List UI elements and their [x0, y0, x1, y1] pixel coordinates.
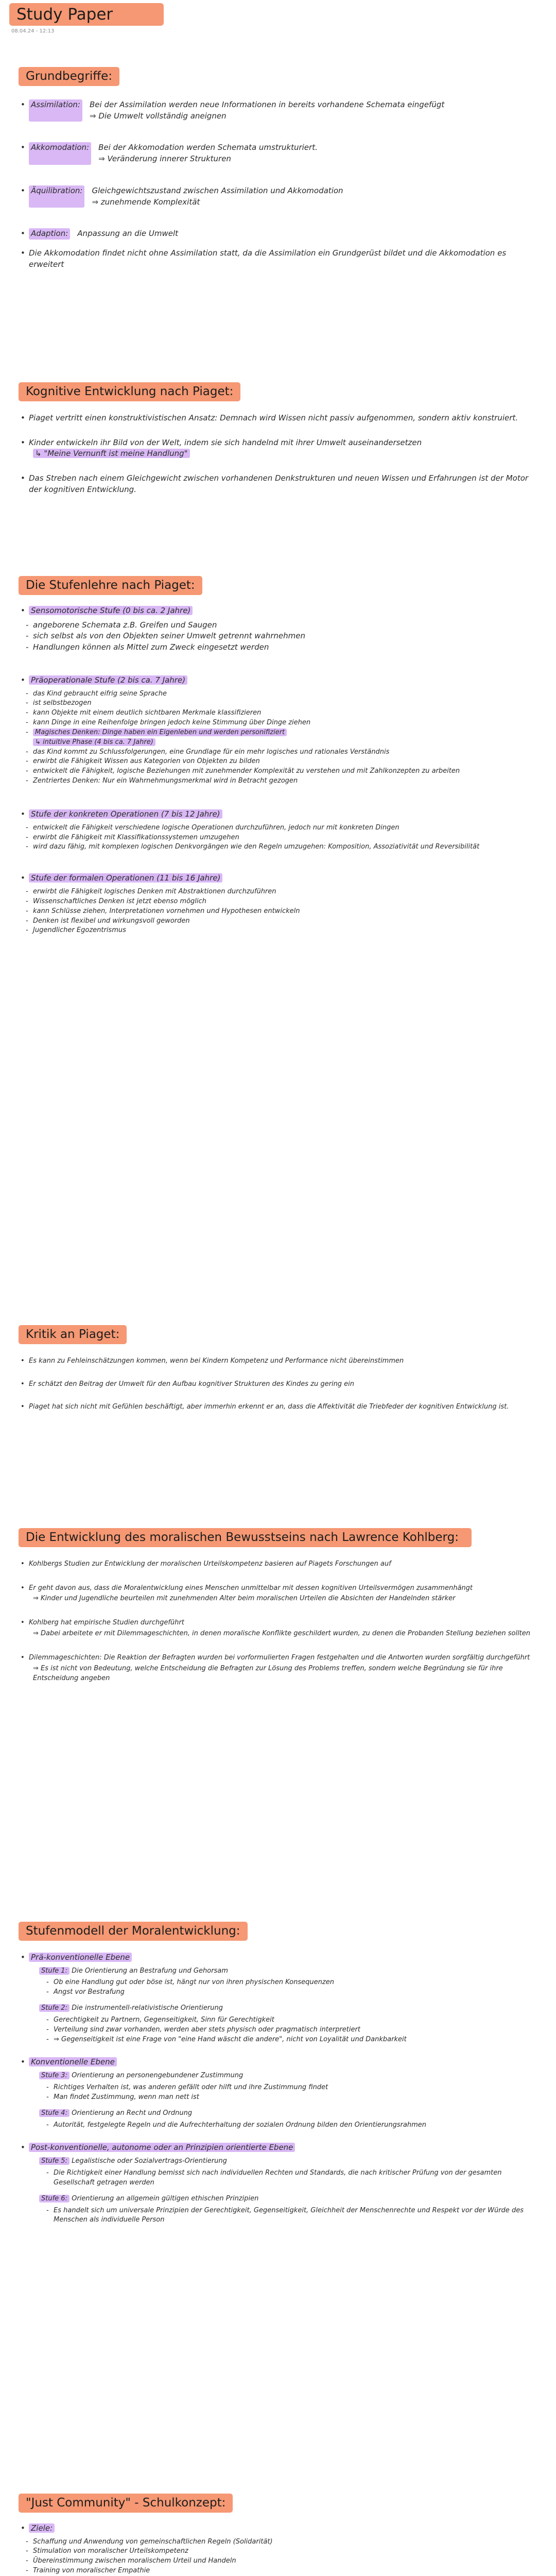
page-title: Study Paper [9, 3, 164, 26]
definition-text: Bei der Assimilation werden neue Informationen in bereits vorhandene Schemata eingefügt [89, 99, 445, 109]
stage-title: Präoperationale Stufe (2 bis ca. 7 Jahre) [29, 675, 187, 685]
heading-stufenmodell: Stufenmodell der Moralentwicklung: [19, 1922, 248, 1941]
moral-stage-desc: Orientierung an allgemein gültigen ethischen Prinzipien [72, 2194, 259, 2202]
term-akkomodation [19, 142, 537, 165]
stage-point: - kann Objekte mit einem deutlich sichtbaren Merkmale klassifizieren [19, 708, 537, 718]
moral-stage-point: - ⇒ Gegenseitigkeit ist eine Frage von "eine Hand wäscht die andere", nicht von Loyalität und Dankbarkeit [39, 2035, 537, 2045]
term-label: • Akkomodation: [29, 142, 91, 165]
moral-stage-point: - Man findet Zustimmung, wenn man nett ist [39, 2093, 537, 2103]
stage-point: - kann Dinge in eine Reihenfolge bringen jedoch keine Stimmung über Dinge ziehen [19, 718, 537, 728]
moral-stage-point: - Die Richtigkeit einer Handlung bemisst sich nach individuellen Rechten und Standards, die nach kritischer Prüfung von der gesamten Gesellschaft getragen werden [39, 2168, 537, 2188]
substage-title-text: ↳ intuitive Phase (4 bis ca. 7 Jahre) [33, 738, 155, 746]
ziele-title: Ziele: [29, 2523, 55, 2533]
stage-point: - erwirbt die Fähigkeit mit Klassifikationssystemen umzugehen [19, 833, 537, 843]
definition-text: Bei der Akkomodation werden Schemata umstrukturiert. [98, 143, 318, 152]
moral-point: • Kohlberg hat empirische Studien durchgeführt [19, 1618, 537, 1628]
term-label: • Adaption: [29, 228, 70, 240]
moral-stage-head [39, 2157, 537, 2166]
section-kritik [19, 1325, 537, 1419]
moral-stage-head [39, 2071, 537, 2081]
heading-kritik: Kritik an Piaget: [19, 1325, 127, 1344]
heading-grundbegriffe: Grundbegriffe: [19, 67, 119, 86]
stage-point: - Handlungen können als Mittel zum Zweck eingesetzt werden [19, 642, 537, 653]
date-stamp: 08.04.24 - 12:13 [11, 28, 55, 34]
moral-stage-title: Stufe 4: [39, 2109, 70, 2117]
moral-stage-point: - Verteilung sind zwar vorhanden, werden aber stets physisch oder pragmatisch interpretiert [39, 2025, 537, 2035]
moral-stage-5 [19, 2157, 537, 2188]
kritik-point: • Er schätzt den Beitrag der Umwelt für den Aufbau kognitiver Strukturen des Kindes zu gering ein [19, 1380, 537, 1389]
definition-conclusion: ⇒ zunehmende Komplexität [92, 197, 200, 207]
moral-stage-point: - Ob eine Handlung gut oder böse ist, hängt nur von ihren physischen Konsequenzen [39, 1978, 537, 1988]
level-praekonventionell [19, 1952, 537, 1963]
moral-stage-head [39, 2004, 537, 2013]
heading-moral: Die Entwicklung des moralischen Bewusstseins nach Lawrence Kohlberg: [19, 1528, 472, 1547]
term-label: • Äquilibration: [29, 185, 84, 208]
stage-title: Sensomotorische Stufe (0 bis ca. 2 Jahre) [29, 606, 193, 615]
stage-point: - das Kind kommt zu Schlussfolgerungen, eine Grundlage für ein mehr logisches und rationales Verständnis [19, 748, 537, 757]
level-title: Prä-konventionelle Ebene [29, 1953, 132, 1962]
moral-stage-title: Stufe 1: [39, 1967, 70, 1975]
moral-stage-point: - Autorität, festgelegte Regeln und die Aufrechterhaltung der sozialen Ordnung bilden den Orientierungsrahmen [39, 2121, 537, 2130]
moral-stage-desc: Orientierung an personengebundener Zustimmung [72, 2072, 244, 2080]
level-title: Post-konventionelle, autonome oder an Prinzipien orientierte Ebene [29, 2143, 295, 2152]
stage-title: Stufe der formalen Operationen (11 bis 16 Jahre) [29, 873, 222, 883]
definition-conclusion: ⇒ Die Umwelt vollständig aneignen [89, 111, 227, 121]
stage-point-highlight: Magisches Denken: Dinge haben ein Eigenleben und werden personifiziert [33, 728, 287, 736]
moral-conclusion: ⇒ Dabei arbeitete er mit Dilemmageschichten, in denen moralische Konflikte geschildert wurden, zu denen die Probanden Stellung beziehen sollten [33, 1630, 531, 1638]
definition-conclusion: ⇒ Veränderung innerer Strukturen [98, 154, 231, 163]
moral-stage-desc: Die instrumentell-relativistische Orientierung [72, 2004, 223, 2012]
moral-stage-4 [19, 2109, 537, 2130]
moral-stage-title: Stufe 3: [39, 2072, 70, 2079]
quote-text: ↳ "Meine Vernunft ist meine Handlung" [33, 449, 190, 458]
stage-point: - Zentriertes Denken: Nur ein Wahrnehmungsmerkmal wird in Betracht gezogen [19, 776, 537, 786]
section-stufenlehre [19, 576, 537, 936]
stage-point: - erwirbt die Fähigkeit logisches Denken mit Abstraktionen durchzuführen [19, 887, 537, 897]
ziele-label [19, 2523, 537, 2534]
section-stufenmodell [19, 1922, 537, 2231]
ziel-item: - Stimulation von moralischer Urteilskompetenz [19, 2547, 537, 2556]
stage-title: Stufe der konkreten Operationen (7 bis 12 Jahre) [29, 809, 222, 819]
moral-stage-title: Stufe 2: [39, 2004, 70, 2012]
ziel-item: - Schaffung und Anwendung von gemeinschaftlichen Regeln (Solidarität) [19, 2537, 537, 2547]
moral-stage-point: - Gerechtigkeit zu Partnern, Gegenseitigkeit, Sinn für Gerechtigkeit [39, 2015, 537, 2025]
moral-point: • Er geht davon aus, dass die Moralentwicklung eines Menschen unmittelbar mit dessen kognitiven Urteilsvermögen zusammenhängt [19, 1584, 537, 1594]
stage-point: - entwickelt die Fähigkeit verschiedene logische Operationen durchzuführen, jedoch nur mit konkreten Dingen [19, 823, 537, 833]
stage-konkret [19, 809, 537, 820]
moral-stage-point: - Angst vor Bestrafung [39, 1988, 537, 1997]
stage-point: - kann Schlüsse ziehen, Interpretationen vornehmen und Hypothesen entwickeln [19, 907, 537, 917]
kognitiv-quote [19, 448, 537, 460]
stage-point: - ist selbstbezogen [19, 699, 537, 708]
stage-point: - erwirbt die Fähigkeit Wissen aus Kategorien von Objekten zu bilden [19, 757, 537, 767]
moral-stage-head [39, 2194, 537, 2204]
section-grundbegriffe [19, 67, 537, 278]
grundbegriffe-note: • Die Akkomodation findet nicht ohne Assimilation statt, da die Assimilation ein Grundgerüst bildet und die Akkomodation es erweitert [19, 248, 537, 270]
level-postkonventionell [19, 2142, 537, 2154]
ziel-item: - Übereinstimmung zwischen moralischem Urteil und Handeln [19, 2556, 537, 2566]
definition-text: Anpassung an die Umwelt [77, 229, 178, 239]
ziel-item: - Training von moralischer Empathie [19, 2566, 537, 2576]
heading-kognitiv: Kognitive Entwicklung nach Piaget: [19, 382, 240, 401]
level-konventionell [19, 2057, 537, 2068]
moral-stage-3 [19, 2071, 537, 2103]
heading-community: "Just Community" - Schulkonzept: [19, 2494, 233, 2513]
stage-point: - entwickelt die Fähigkeit, logische Beziehungen mit zunehmender Komplexität zu verstehen und mit Zahlkonzepten zu arbeiten [19, 767, 537, 776]
kognitiv-paragraph: • Piaget vertritt einen konstruktivistischen Ansatz: Demnach wird Wissen nicht passiv aufgenommen, sondern aktiv konstruiert. [19, 413, 537, 424]
kognitiv-paragraph: • Das Streben nach einem Gleichgewicht zwischen vorhandenen Denkstrukturen und neuen Wissen und Erfahrungen ist der Motor der kognitiven Entwicklung. [19, 473, 537, 496]
kritik-point: • Piaget hat sich nicht mit Gefühlen beschäftigt, aber immerhin erkennt er an, dass die Affektivität die Triebfeder der kognitiven Entwicklung ist. [19, 1402, 537, 1412]
moral-conclusion: ⇒ Kinder und Jugendliche beurteilen mit zunehmenden Alter beim moralischen Urteilen die Absichten der Handelnden stärker [33, 1595, 456, 1603]
stage-point: - Denken ist flexibel und wirkungsvoll geworden [19, 917, 537, 926]
term-definition [92, 185, 537, 208]
moral-stage-desc: Orientierung an Recht und Ordnung [72, 2109, 193, 2117]
term-adaption [19, 228, 537, 240]
moral-conclusion: ⇒ Es ist nicht von Bedeutung, welche Entscheidung die Befragten zur Lösung des Problems treffen, sondern welche Begründung sie für ihre Entscheidung angeben [33, 1664, 503, 1682]
section-community [19, 2494, 537, 2576]
substage-title [19, 738, 537, 748]
section-moral [19, 1528, 537, 1684]
stage-point [19, 728, 537, 738]
stage-point: - das Kind gebraucht eifrig seine Sprache [19, 689, 537, 699]
moral-stage-title: Stufe 6: [39, 2195, 70, 2202]
stage-point: - Jugendlicher Egozentrismus [19, 926, 537, 936]
stage-point: - wird dazu fähig, mit komplexen logischen Denkvorgängen wie den Regeln umzugehen: Komposition, Assoziativität und Reversibilität [19, 842, 537, 852]
moral-point: • Kohlbergs Studien zur Entwicklung der moralischen Urteilskompetenz basieren auf Piagets Forschungen auf [19, 1560, 537, 1569]
kritik-point: • Es kann zu Fehleinschätzungen kommen, wenn bei Kindern Kompetenz und Performance nicht übereinstimmen [19, 1357, 537, 1366]
stage-point: - angeborene Schemata z.B. Greifen und Saugen [19, 620, 537, 631]
moral-stage-desc: Legalistische oder Sozialvertrags-Orientierung [72, 2157, 227, 2165]
term-definition [98, 142, 537, 165]
section-kognitiv [19, 382, 537, 503]
moral-stage-point: - Richtiges Verhalten ist, was anderen gefällt oder hilft und ihre Zustimmung findet [39, 2083, 537, 2093]
stage-sensomotorisch [19, 605, 537, 617]
definition-text: Gleichgewichtszustand zwischen Assimilation und Akkomodation [92, 185, 343, 195]
stage-point: - Wissenschaftliches Denken ist jetzt ebenso möglich [19, 897, 537, 907]
moral-stage-1 [19, 1967, 537, 1998]
moral-stage-6 [19, 2194, 537, 2226]
kognitiv-paragraph: • Kinder entwickeln ihr Bild von der Welt, indem sie sich handelnd mit ihrer Umwelt auseinandersetzen [19, 437, 537, 449]
level-title: Konventionelle Ebene [29, 2057, 117, 2066]
stage-praeoperational [19, 675, 537, 686]
stage-formal [19, 873, 537, 884]
moral-stage-point: - Es handelt sich um universale Prinzipien der Gerechtigkeit, Gegenseitigkeit, Gleichheit der Menschenrechte und Respekt vor der Würde des Menschen als individuelle Person [39, 2206, 537, 2226]
term-definition [90, 99, 537, 122]
heading-stufenlehre: Die Stufenlehre nach Piaget: [19, 576, 202, 595]
term-label: • Assimilation: [29, 99, 82, 122]
term-aequilibration [19, 185, 537, 208]
term-assimilation [19, 99, 537, 122]
stage-point: - sich selbst als von den Objekten seiner Umwelt getrennt wahrnehmen [19, 631, 537, 642]
moral-stage-desc: Die Orientierung an Bestrafung und Gehorsam [72, 1967, 228, 1975]
moral-point: • Dilemmageschichten: Die Reaktion der Befragten wurden bei vorformulierten Fragen festgehalten und die Antworten wurden sorgfältig durchgeführt [19, 1653, 537, 1663]
moral-stage-head [39, 2109, 537, 2119]
moral-stage-title: Stufe 5: [39, 2157, 70, 2165]
moral-stage-2 [19, 2004, 537, 2044]
moral-stage-head [39, 1967, 537, 1976]
